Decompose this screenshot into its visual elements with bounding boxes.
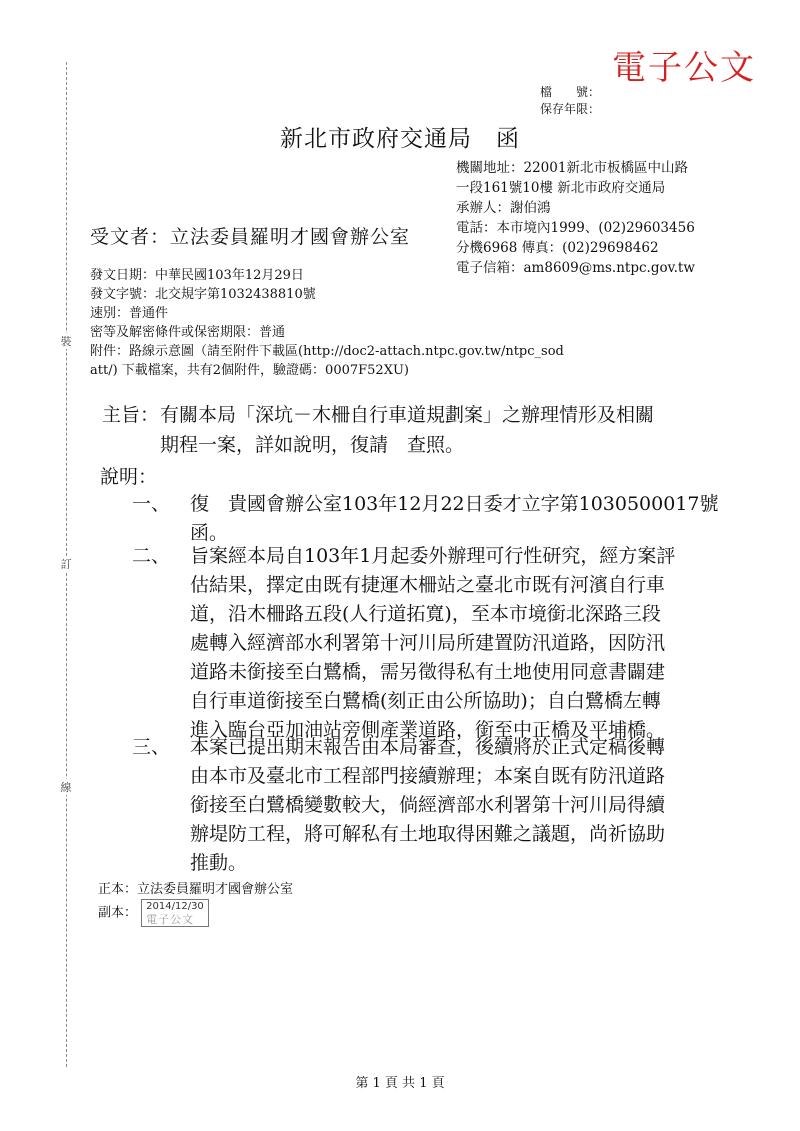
stamp-watermark: 電子公文 (146, 913, 195, 926)
item-number: 二、 (132, 545, 171, 567)
item-line: 本案已提出期末報告由本局審查，後續將於正式定稿後轉 (190, 736, 666, 758)
electronic-document-stamp: 電子公文 (612, 48, 756, 88)
stamp-date: 2014/12/30 (146, 901, 204, 912)
item-line: 辦堤防工程，將可解私有土地取得困難之議題，尚祈協助 (190, 823, 666, 845)
binding-mark-ding: 訂 (54, 556, 78, 572)
item-line: 復 貴國會辦公室103年12月22日委才立字第1030500017號 (190, 493, 719, 515)
item-line: 自行車道銜接至白鷺橋(刻正由公所協助)；自白鷺橋左轉 (190, 690, 661, 712)
contact-block (456, 158, 695, 278)
original-recipient: 正本：立法委員羅明才國會辦公室 (98, 882, 294, 897)
item-line: 旨案經本局自103年1月起委外辦理可行性研究，經方案評 (190, 545, 676, 567)
item-line: 道，沿木柵路五段(人行道拓寬)，至本市境銜北深路三段 (190, 603, 661, 625)
explanation-label: 說明： (100, 466, 158, 488)
item-line: 由本市及臺北市工程部門接續辦理；本案自既有防汛道路 (190, 765, 666, 787)
item-number: 一、 (132, 493, 171, 515)
attachment-line-2: att/) 下載檔案，共有2個附件，驗證碼：0007F52XU) (90, 363, 409, 378)
item-line: 道路未銜接至白鷺橋，需另徵得私有土地使用同意書闢建 (190, 661, 666, 683)
security-level: 密等及解密條件或保密期限：普通 (90, 325, 286, 340)
contact-email: 電子信箱：am8609@ms.ntpc.gov.tw (456, 260, 695, 276)
electronic-exchange-stamp (141, 899, 209, 927)
document-title: 新北市政府交通局 函 (280, 126, 520, 152)
recipient: 受文者：立法委員羅明才國會辦公室 (90, 226, 411, 248)
attachment-line-1: 附件：路線示意圖（請至附件下載區(http://doc2-attach.ntpc.gov.tw/ntpc_sod (90, 344, 564, 359)
item-line: 進入臨台亞加油站旁側產業道路，銜至中正橋及平埔橋。 (190, 719, 666, 741)
contact-phone: 電話：本市境內1999、(02)29603456 (456, 220, 695, 236)
item-line: 函。 (190, 522, 229, 544)
contact-address-line1: 機關地址：22001新北市板橋區中山路 (456, 160, 688, 176)
page-footer: 第 1 頁 共 1 頁 (355, 1076, 445, 1091)
binding-mark-zhuang: 裝 (54, 333, 78, 349)
document-meta (90, 266, 564, 380)
copy-label: 副本： (98, 905, 138, 921)
contact-address-line2: 一段161號10樓 新北市政府交通局 (456, 180, 666, 196)
retention-period-field: 保存年限： (540, 102, 601, 116)
file-number-field: 檔 號： (540, 85, 601, 99)
issue-date: 發文日期：中華民國103年12月29日 (90, 268, 304, 283)
contact-handler: 承辦人：謝伯鴻 (456, 200, 551, 216)
binding-mark-xian: 線 (54, 779, 78, 795)
item-line: 估結果，擇定由既有捷運木柵站之臺北市既有河濱自行車 (190, 574, 666, 596)
subject-line-1: 有關本局「深坑－木柵自行車道規劃案」之辦理情形及相關 (160, 404, 655, 426)
subject-label: 主旨： (102, 404, 160, 426)
distribution-block (98, 880, 293, 927)
copy-recipient-row (98, 899, 293, 927)
item-line: 推動。 (190, 852, 248, 874)
item-line: 銜接至白鷺橋變數較大，倘經濟部水利署第十河川局得續 (190, 794, 666, 816)
delivery-speed: 速別：普通件 (90, 306, 169, 321)
subject-line-2: 期程一案，詳如說明，復請 查照。 (160, 434, 465, 456)
item-line: 處轉入經濟部水利署第十河川局所建置防汛道路，因防汛 (190, 632, 666, 654)
item-number: 三、 (132, 736, 171, 758)
contact-fax: 分機6968 傳真：(02)29698462 (456, 240, 659, 256)
document-number: 發文字號：北交規字第1032438810號 (90, 287, 316, 302)
